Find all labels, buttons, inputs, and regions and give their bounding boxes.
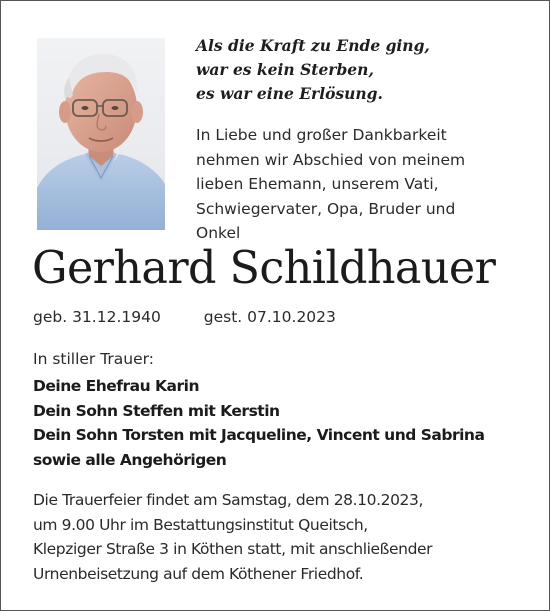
mourner-line: Dein Sohn Steffen mit Kerstin: [33, 401, 280, 420]
farewell-line: In Liebe und großer Dankbarkeit: [196, 126, 447, 144]
farewell-text: [196, 123, 526, 246]
death-date: gest. 07.10.2023: [203, 308, 336, 326]
mourner-line: Deine Ehefrau Karin: [33, 377, 200, 395]
poem-quote: [196, 34, 526, 106]
portrait-illustration: [37, 38, 165, 230]
portrait-photo: [37, 38, 165, 230]
service-info: [33, 488, 538, 586]
deceased-name: Gerhard Schildhauer: [32, 243, 496, 294]
service-line: um 9.00 Uhr im Bestattungsinstitut Queitsch,: [33, 515, 368, 534]
service-line: Die Trauerfeier findet am Samstag, dem 28.10.2023,: [33, 491, 423, 509]
quote-line: es war eine Erlösung.: [196, 84, 383, 103]
quote-line: war es kein Sterben,: [196, 60, 374, 79]
farewell-line: Onkel: [196, 224, 241, 242]
farewell-line: nehmen wir Abschied von meinem: [196, 150, 466, 169]
mourners-list: [33, 374, 543, 472]
service-line: Klepziger Straße 3 in Köthen statt, mit anschließender: [33, 540, 433, 558]
mourner-line: sowie alle Angehörigen: [33, 450, 227, 469]
life-dates: [33, 305, 533, 329]
farewell-line: Schwiegervater, Opa, Bruder und: [196, 199, 456, 218]
mourner-line: Dein Sohn Torsten mit Jacqueline, Vincent und Sabrina: [33, 426, 485, 444]
farewell-line: lieben Ehemann, unserem Vati,: [196, 175, 439, 193]
quote-line: Als die Kraft zu Ende ging,: [196, 36, 430, 55]
mourning-label: In stiller Trauer:: [33, 350, 154, 368]
birth-date: geb. 31.12.1940: [33, 308, 161, 326]
service-line: Urnenbeisetzung auf dem Köthener Friedhof.: [33, 564, 364, 583]
